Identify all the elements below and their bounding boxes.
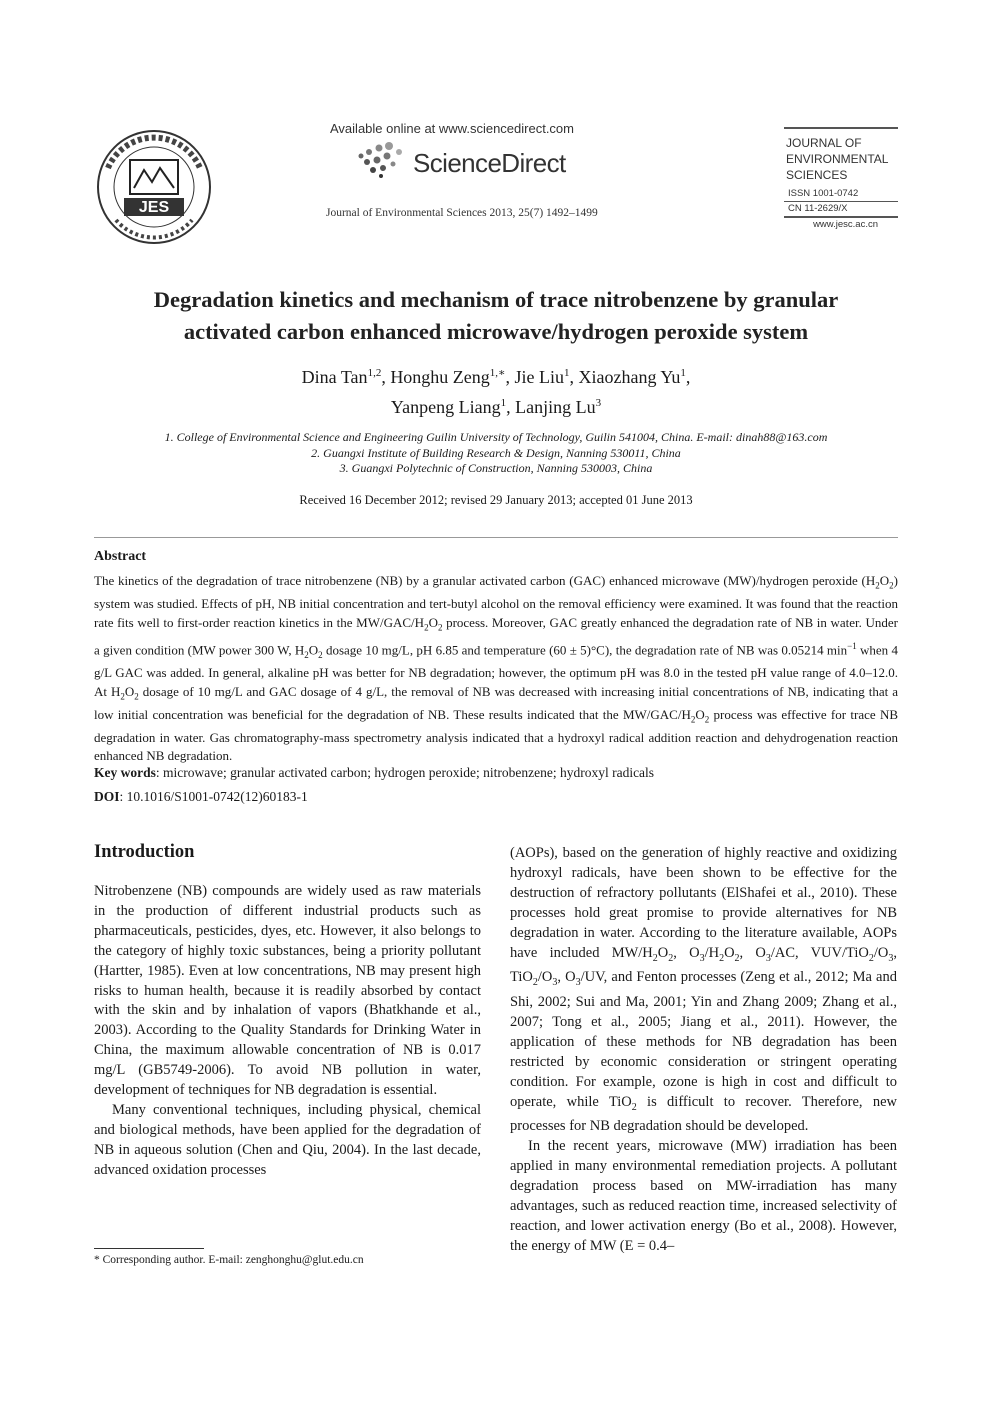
intro-paragraph-2: Many conventional techniques, including physical, chemical and biological methods, have been applied for the degradation of NB in aqueous solution (Chen and Qiu, 2004). In the last decade, advanced oxidation processes (94, 1101, 481, 1178)
left-column (94, 882, 481, 1181)
author-name: Lanjing Lu (515, 397, 596, 417)
right-column (510, 844, 897, 1257)
sciencedirect-logo (355, 142, 585, 182)
journal-issn: ISSN 1001-0742 (788, 188, 859, 199)
sciencedirect-wordmark: ScienceDirect (413, 148, 566, 178)
corresponding-author-footnote: * Corresponding author. E-mail: zenghonghu@glut.edu.cn (94, 1254, 364, 1266)
journal-website: www.jesc.ac.cn (813, 219, 878, 230)
footnote-rule (94, 1248, 204, 1249)
doi-label: DOI (94, 789, 120, 804)
journal-name-line3: SCIENCES (786, 168, 848, 182)
affiliation-2: 2. Guangxi Institute of Building Research & Design, Nanning 530011, China (311, 445, 681, 460)
divider (94, 537, 898, 538)
title-line-1: Degradation kinetics and mechanism of trace nitrobenzene by granular (153, 287, 839, 312)
journal-name-line1: JOURNAL OF (786, 136, 862, 150)
author-affil-sup: 1,2 (367, 367, 382, 379)
abstract-body: The kinetics of the degradation of trace nitrobenzene (NB) by a granular activated carbon (GAC) enhanced microwave (MW)/hydrogen peroxide $(H_2O_2)$ system was studied. Effects of pH, NB initial concentration and tert-butyl alcohol on the removal efficiency were examined. It was found that the reaction rate fits well to first-order reaction kinetics in the $MW/GAC/H_2O_2$ process. Moreover, GAC greatly enhanced the degradation rate of NB in water. Under a given condition (MW power 300 W, $H_2O_2$ dosage 10 mg/L, pH 6.85 and temperature (60 ± 5)°C), the degradation rate of NB was 0.05214 $\min^{-1}$ when 4 g/L GAC was added. In general, alkaline pH was better for NB degradation; however, the optimum pH was 8.0 in the tested pH value range of 4.0–12.0. At $H_2O_2$ dosage of 10 mg/L and GAC dosage of 4 g/L, the removal of NB was decreased with increasing initial concentrations of NB, indicating that a low initial concentration was beneficial for the degradation of NB. These results indicated that the $MW/GAC/H_2O_2$ process was effective for trace NB degradation in water. Gas chromatography-mass spectrometry analysis indicated that a hydroxyl radical addition reaction and dehydrogenation reaction enhanced NB degradation. (94, 573, 899, 764)
author-list: Dina Tan$^{1,2}$, Honghu Zeng$^{1,∗}$, Jie Liu$^1$, Xiaozhang Yu$^1$, Yanpeng Liang$^1$, Lanjing Lu$^3$ (301, 367, 691, 417)
keywords-text: : microwave; granular activated carbon; hydrogen peroxide; nitrobenzene; hydroxyl radicals (155, 765, 655, 780)
intro-paragraph-1: Nitrobenzene (NB) compounds are widely used as raw materials in the production of different industrial products such as pharmaceuticals, pesticides, dyes, etc. However, it also belongs to the category of highly toxic substances, being a priority pollutant (Hartter, 1985). Even at low concentrations, NB may present high risks to human health, because it is readily absorbed by contact with the skin and by inhalation of vapors (Bhatkhande et al., 2003). According to the Quality Standards for Drinking Water in China, the maximum allowable concentration of NB is 0.017 mg/L (GB5749-2006). To avoid NB pollution in water, development of techniques for NB degradation is essential. (94, 883, 481, 1099)
received-dates: Received 16 December 2012; revised 29 January 2013; accepted 01 June 2013 (299, 493, 693, 507)
author-affil-sup: 1 (680, 367, 686, 379)
journal-logo (94, 128, 214, 246)
available-online-text: Available online at www.sciencedirect.com (330, 121, 574, 136)
intro-heading: Introduction (94, 842, 195, 862)
author-affil-sup: 3 (595, 397, 602, 409)
title-line-2: activated carbon enhanced microwave/hydrogen peroxide system (183, 319, 809, 344)
doi-link[interactable]: : 10.1016/S1001-0742(12)60183-1 (119, 789, 308, 804)
paper-title (80, 284, 912, 348)
author-name: Dina Tan (301, 367, 368, 387)
keywords (94, 765, 898, 781)
journal-box (784, 127, 898, 232)
author-name: Yanpeng Liang (390, 397, 501, 417)
svg-text:JES: JES (138, 199, 170, 216)
affiliation-3: 3. Guangxi Polytechnic of Construction, Nanning 530003, China (339, 461, 653, 475)
journal-cn: CN 11-2629/X (788, 203, 848, 214)
abstract-heading: Abstract (94, 549, 147, 564)
journal-citation: Journal of Environmental Sciences 2013, 25(7) 1492–1499 (326, 207, 598, 219)
intro-paragraph-2-cont: (AOPs), based on the generation of highly reactive and oxidizing hydroxyl radicals, have been shown to be effective for the destruction of refractory pollutants (ElShafei et al., 2010). These processes hold great promise to provide alternatives for NB degradation in water. According to the literature available, AOPs have included $MW/H_2O_2$, $O_3/H_2O_2$, $O_3/AC$, VUV/$TiO_2/O_3$, $TiO_2/O_3$, $O_3/UV$, and Fenton processes (Zeng et al., 2012; Ma and Shi, 2002; Sui and Ma, 2001; Yin and Zhang 2009; Zhang et al., 2007; Tong et al., 2005; Jiang et al., 2011). However, the application of these methods for NB degradation has been restricted by economic consideration or stringent operating condition. For example, ozone is high in cost and difficult to operate, while TiO$_2$ is difficult to recover. Therefore, new processes for NB degradation should be developed. (510, 845, 897, 1135)
journal-name-line2: ENVIRONMENTAL (786, 152, 889, 166)
affiliations (80, 430, 912, 477)
author-affil-sup: 1,∗ (489, 367, 506, 379)
intro-paragraph-3: In the recent years, microwave (MW) irradiation has been applied in many environmental remediation projects. A pollutant degradation process based on MW-irradiation has many advantages, such as reduced reaction time, increased selectivity of reaction, and lower activation energy (Bo et al., 2008). However, the energy of MW (E = 0.4– (510, 1138, 897, 1254)
author-name: Jie Liu (514, 367, 565, 387)
author-name: Xiaozhang Yu (578, 367, 681, 387)
keywords-label: Key words (94, 765, 156, 780)
author-affil-sup: 1 (500, 397, 507, 409)
author-name: Honghu Zeng (390, 367, 490, 387)
affiliation-1: 1. College of Environmental Science and Engineering Guilin University of Technology, Guilin 541004, China. E-mail: dinah88@163.com (164, 430, 828, 444)
doi (94, 789, 898, 805)
author-affil-sup: 1 (564, 367, 570, 379)
sciencedirect-dots-icon (355, 142, 413, 182)
